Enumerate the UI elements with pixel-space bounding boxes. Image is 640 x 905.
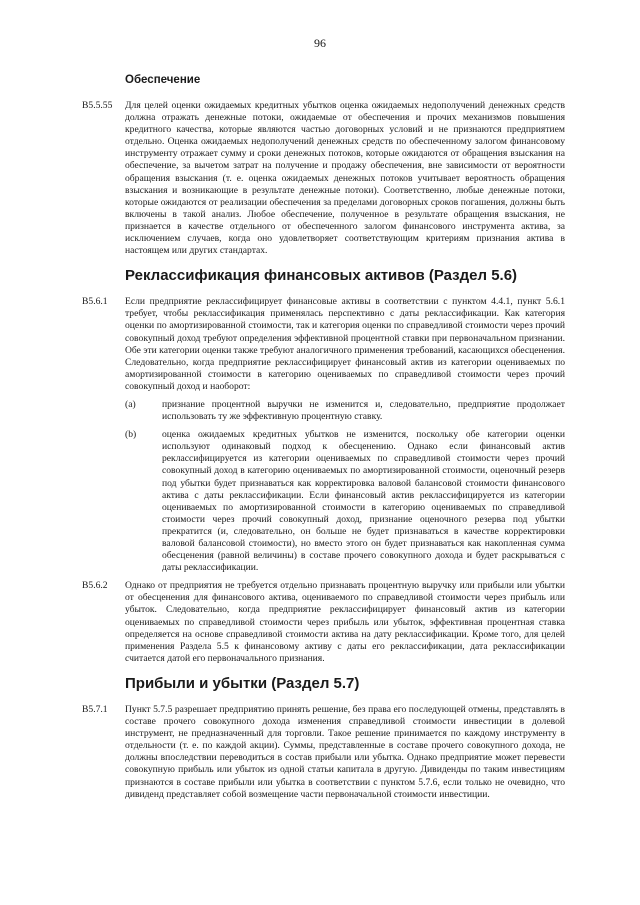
sub-item [0,429,640,574]
paragraph [0,100,640,257]
page-number: 96 [314,36,326,50]
sub-item-label: (a) [125,398,136,410]
sub-item-text: оценка ожидаемых кредитных убытков не изменится, поскольку обе категории оценки используют одинаковый подход к обесценению. Однако если финансовый актив реклассифицируется из категории оцениваемых по справедливой стоимости через прочий совокупный доход в категорию оцениваемых по амортизированной стоимости, оценочный резерв под убытки будет признаваться как корректировка валовой балансовой стоимости финансового актива с даты реклассификации. Если финансовый актив реклассифицируется из категории оцениваемых по амортизированной стоимости в категорию оцениваемых по справедливой стоимости через прочий совокупный доход, признание оценочного резерва под убытки прекратится (и, следовательно, он больше не будет признаваться в качестве корректировки валовой балансовой стоимости), но вместо этого он будет признаваться как накопленная сумма обесценения (равной величины) в составе прочего совокупного дохода и будет раскрываться с даты реклассификации. [162,429,565,574]
sub-item [0,399,640,423]
sub-item-text: признание процентной выручки не изменится и, следовательно, предприятие продолжает использовать ту же эффективную процентную ставку. [162,398,565,423]
page-content [0,74,640,807]
paragraph-number: B5.6.2 [82,580,108,592]
section-title-collateral: Обеспечение [125,74,201,86]
paragraph [0,296,640,574]
paragraph-text: Пункт 5.7.5 разрешает предприятию принять решение, без права его последующей отмены, представлять в составе прочего совокупного дохода изменения справедливой стоимости инвестиции в долевой инструмент, не предназначенный для торговли. Такое решение принимается по каждому инструменту в отдельности (т. е. по каждой акции). Суммы, представленные в составе прочего совокупного дохода, не должны впоследствии переводиться в состав прибыли или убытка. Однако предприятие может перевести совокупную прибыль или убыток из одной статьи капитала в другую. Дивиденды по таким инвестициям признаются в составе прибыли или убытка в соответствии с пунктом 5.7.6, если только не очевидно, что дивиденд представляет собой возмещение части первоначальной стоимости инвестиции. [125,703,565,800]
paragraph-text: Однако от предприятия не требуется отдельно признавать процентную выручку или прибыли или убытки от обесценения для финансового актива, оцениваемого по справедливой стоимости через прибыль или убыток. Следовательно, когда предприятие реклассифицирует финансовый актив из категории оцениваемых по справедливой стоимости через прибыль или убыток, эффективная процентная ставка определяется на основе справедливой стоимости актива на дату реклассификации. Кроме того, для целей применения Раздела 5.5 к финансовому активу с даты его реклассификации, дата реклассификации считается датой его первоначального признания. [125,580,565,664]
section-title-reclassification: Реклассификация финансовых активов (Раздел 5.6) [125,267,518,285]
paragraph-number: B5.6.1 [82,296,108,308]
paragraph-text: Для целей оценки ожидаемых кредитных убытков оценка ожидаемых недополучений денежных средств должна отражать денежные потоки, ожидаемые от обеспечения и прочих механизмов повышения кредитного качества, которые являются частью договорных условий и не признаются предприятием отдельно. Оценка ожидаемых недополучений денежных средств по обеспеченному залогом финансовому инструменту отражает сумму и сроки денежных потоков, которые ожидаются от обращения взыскания на обеспечение, за вычетом затрат на получение и продажу обеспечения, вне зависимости от вероятности обращения взыскания (т. е. оценка ожидаемых денежных потоков учитывает вероятность обращения взыскания и возникающие в результате денежные потоки). Соответственно, любые денежные потоки, которые ожидаются от реализации обеспечения за пределами договорных сроков погашения, должны быть включены в такой анализ. Любое обеспечение, полученное в результате обращения взыскания, не признается в качестве отдельного от обеспеченного залогом финансового инструмента актива, за исключением случаев, когда оно удовлетворяет соответствующим критериям признания актива в настоящем или других стандартах. [125,100,565,257]
sub-item-list [0,399,640,574]
paragraph [0,580,640,665]
paragraph-number: B5.7.1 [82,703,108,715]
section-title-gains-losses: Прибыли и убытки (Раздел 5.7) [125,674,360,692]
paragraph-text: Если предприятие реклассифицирует финансовые активы в соответствии с пунктом 4.4.1, пункт 5.6.1 требует, чтобы реклассификация применялась перспективно с даты реклассификации. Как категория оценки по амортизированной стоимости, так и категория оценки по справедливой стоимости через прочий совокупный доход требуют определения эффективной процентной ставки при первоначальном признании. Обе эти категории оценки также требуют аналогичного применения требований, касающихся обесценения. Следовательно, когда предприятие реклассифицирует финансовый актив из категории оцениваемых по амортизированной стоимости в категорию оцениваемых по справедливой стоимости через прочий совокупный доход и наоборот: [125,296,565,392]
sub-item-label: (b) [125,429,137,441]
paragraph [0,704,640,801]
paragraph-number: B5.5.55 [82,100,113,111]
